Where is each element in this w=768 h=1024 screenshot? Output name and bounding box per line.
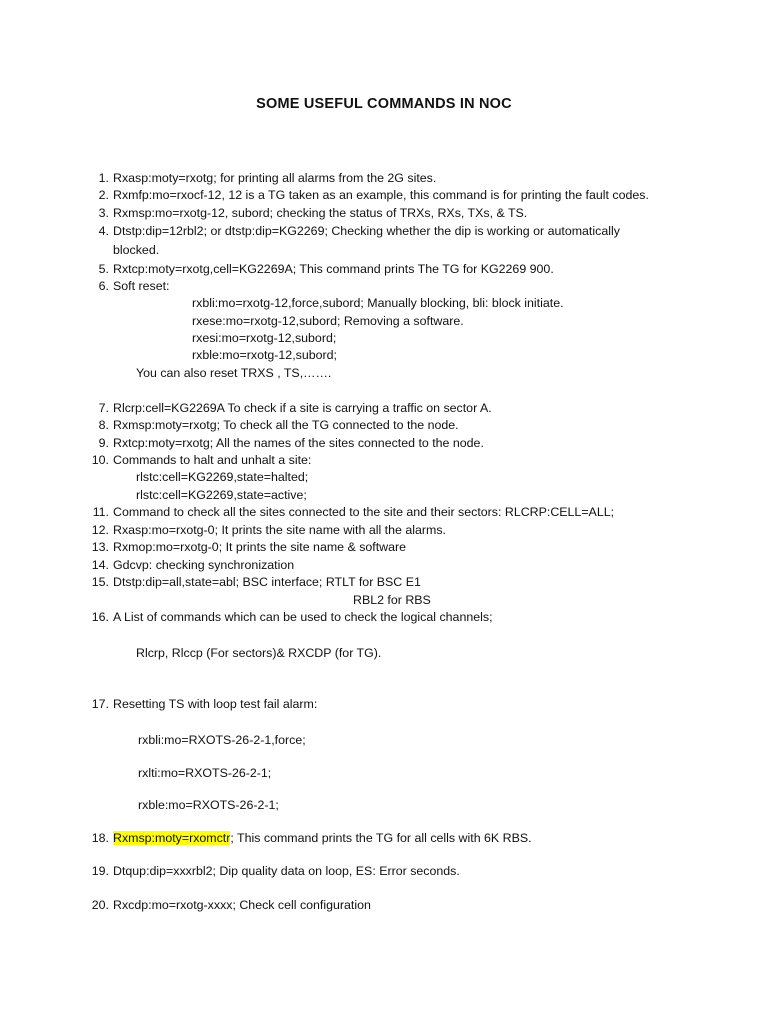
item-number: 7. (98, 401, 109, 415)
item-text: Rxtcp:moty=rxotg,cell=KG2269A; This command prints The TG for KG2269 900. (113, 262, 554, 276)
item-number: 6. (98, 279, 109, 293)
item-text: Rxmop:mo=rxotg-0; It prints the site name & software (113, 540, 407, 554)
item-number: 19. (91, 864, 109, 878)
sub-command: rxesi:mo=rxotg-12,subord; (192, 331, 337, 345)
sub-command: rxbli:mo=rxotg-12,force,subord; Manually blocking, bli: block initiate. (192, 296, 564, 310)
sub-command: rxble:mo=rxotg-12,subord; (192, 348, 337, 362)
item-number: 2. (98, 188, 109, 202)
item-text: Rxcdp:mo=rxotg-xxxx; Check cell configuration (113, 898, 371, 912)
item-number: 17. (91, 697, 109, 711)
item-number: 3. (98, 206, 109, 220)
item-text (113, 830, 532, 847)
item-number: 14. (91, 558, 109, 572)
item-text: Command to check all the sites connected to the site and their sectors: RLCRP:CELL=ALL; (113, 505, 615, 519)
item-number: 5. (98, 262, 109, 276)
item-number: 15. (91, 575, 109, 589)
item-text: Gdcvp: checking synchronization (113, 558, 295, 572)
item-note: You can also reset TRXS , TS,……. (136, 366, 332, 380)
item-text: Resetting TS with loop test fail alarm: (113, 697, 318, 711)
item-number: 11. (92, 505, 109, 519)
sub-command: rxble:mo=RXOTS-26-2-1; (138, 798, 279, 812)
sub-command: rxlti:mo=RXOTS-26-2-1; (138, 766, 272, 780)
item-number: 10. (91, 453, 109, 467)
item-text-rest: ; This command prints the TG for all cells with 6K RBS. (230, 831, 532, 845)
item-number: 18. (91, 831, 109, 845)
item-text: Rxmfp:mo=rxocf-12, 12 is a TG taken as an example, this command is for printing the fault codes. (113, 188, 649, 202)
item-text: Rxmsp:mo=rxotg-12, subord; checking the status of TRXs, RXs, TXs, & TS. (113, 206, 528, 220)
item-number: 8. (98, 418, 109, 432)
item-number: 4. (98, 224, 109, 238)
item-text: Dtstp:dip=all,state=abl; BSC interface; RTLT for BSC E1 (113, 575, 421, 589)
sub-command: Rlcrp, Rlccp (For sectors)& RXCDP (for TG). (136, 646, 382, 660)
item-text: Rlcrp:cell=KG2269A To check if a site is carrying a traffic on sector A. (113, 401, 492, 415)
item-number: 20. (91, 898, 109, 912)
highlighted-command: Rxmsp:moty=rxomctr (113, 831, 231, 845)
item-text: Commands to halt and unhalt a site: (113, 453, 312, 467)
sub-command: rxbli:mo=RXOTS-26-2-1,force; (138, 733, 306, 747)
item-text: A List of commands which can be used to check the logical channels; (113, 610, 493, 624)
item-continuation: RBL2 for RBS (353, 593, 431, 607)
item-number: 1. (98, 171, 109, 185)
item-number: 9. (98, 436, 109, 450)
item-text: Rxmsp:moty=rxotg; To check all the TG connected to the node. (113, 418, 459, 432)
item-number: 13. (91, 540, 109, 554)
sub-command: rlstc:cell=KG2269,state=halted; (136, 470, 309, 484)
document-title: SOME USEFUL COMMANDS IN NOC (256, 96, 512, 112)
item-text: Rxasp:moty=rxotg; for printing all alarms from the 2G sites. (113, 171, 437, 185)
sub-command: rlstc:cell=KG2269,state=active; (136, 488, 307, 502)
item-number: 12. (91, 523, 109, 537)
item-text: Rxasp:mo=rxotg-0; It prints the site name with all the alarms. (113, 523, 446, 537)
item-continuation: blocked. (113, 243, 160, 257)
sub-command: rxese:mo=rxotg-12,subord; Removing a software. (192, 314, 464, 328)
item-text: Soft reset: (113, 279, 170, 293)
item-text: Dtqup:dip=xxxrbl2; Dip quality data on loop, ES: Error seconds. (113, 864, 460, 878)
item-text: Dtstp:dip=12rbl2; or dtstp:dip=KG2269; Checking whether the dip is working or automatically (113, 224, 620, 238)
item-number: 16. (91, 610, 109, 624)
item-text: Rxtcp:moty=rxotg; All the names of the sites connected to the node. (113, 436, 484, 450)
